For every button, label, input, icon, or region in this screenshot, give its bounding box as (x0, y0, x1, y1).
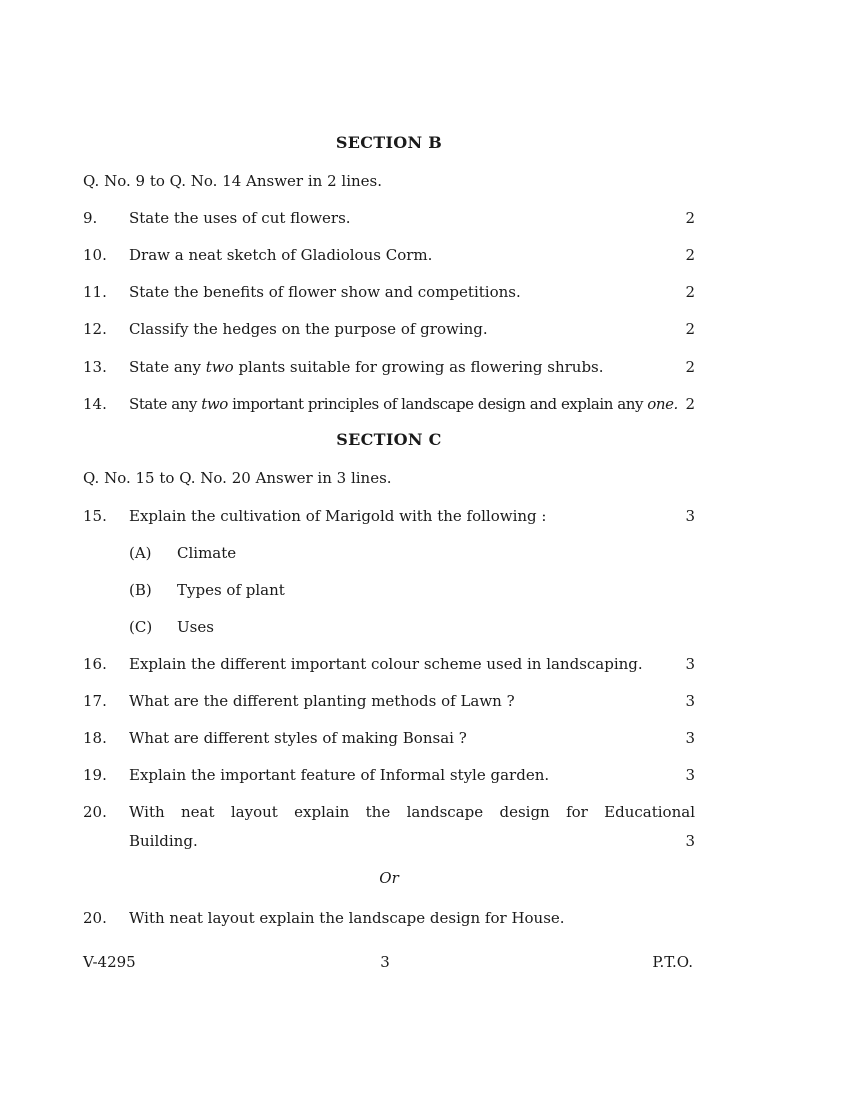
question-text-part: State any (129, 395, 202, 413)
question-number: 17. (83, 692, 107, 710)
question-text: State the uses of cut flowers. (129, 209, 351, 227)
question-text: What are the different planting methods of Lawn ? (129, 692, 515, 710)
question-marks: 3 (685, 832, 695, 850)
sub-question-text: Types of plant (177, 581, 285, 599)
emphasis-text: two (201, 395, 228, 413)
sub-question-label: (A) (129, 544, 152, 562)
question-marks: 2 (685, 320, 695, 338)
question-marks: 3 (685, 507, 695, 525)
question-text: With neat layout explain the landscape design for House. (129, 909, 565, 927)
question-number: 14. (83, 395, 107, 413)
question-text: Explain the cultivation of Marigold with the following : (129, 507, 547, 525)
question-text-part: State any (129, 358, 206, 376)
sub-question-text: Uses (177, 618, 214, 636)
sub-question-label: (C) (129, 618, 153, 636)
question-marks: 3 (685, 692, 695, 710)
question-number: 15. (83, 507, 107, 525)
question-number: 12. (83, 320, 107, 338)
question-number: 13. (83, 358, 107, 376)
section-c-heading: SECTION C (336, 430, 442, 449)
or-divider: Or (379, 869, 399, 887)
section-b-instruction: Q. No. 9 to Q. No. 14 Answer in 2 lines. (83, 172, 383, 190)
question-text: State the benefits of flower show and competitions. (129, 283, 521, 301)
question-text: With neat layout explain the landscape design for Educational (129, 803, 695, 821)
emphasis-text: one. (647, 395, 678, 413)
question-text: Classify the hedges on the purpose of growing. (129, 320, 488, 338)
question-marks: 2 (685, 246, 695, 264)
question-number: 18. (83, 729, 107, 747)
pto-label: P.T.O. (652, 953, 693, 971)
question-marks: 3 (685, 655, 695, 673)
page-number: 3 (380, 953, 390, 971)
question-marks: 3 (685, 766, 695, 784)
sub-question-text: Climate (177, 544, 237, 562)
question-number: 10. (83, 246, 107, 264)
question-number: 20. (83, 803, 107, 821)
question-number: 16. (83, 655, 107, 673)
emphasis-text: two (205, 358, 234, 376)
question-text: What are different styles of making Bonsai ? (129, 729, 467, 747)
question-text-part: important principles of landscape design and explain any (227, 395, 648, 413)
question-text-continued: Building. (129, 832, 198, 850)
sub-question-label: (B) (129, 581, 152, 599)
question-text (129, 395, 678, 413)
question-text: Draw a neat sketch of Gladiolous Corm. (129, 246, 433, 264)
question-text: Explain the different important colour scheme used in landscaping. (129, 655, 643, 673)
question-number: 19. (83, 766, 107, 784)
question-text-part: plants suitable for growing as flowering shrubs. (233, 358, 604, 376)
section-b-heading: SECTION B (335, 133, 443, 152)
section-c-instruction: Q. No. 15 to Q. No. 20 Answer in 3 lines. (83, 469, 392, 487)
question-number: 11. (83, 283, 107, 301)
question-marks: 2 (685, 395, 695, 413)
question-marks: 2 (685, 358, 695, 376)
question-number: 9. (83, 209, 98, 227)
question-text: Explain the important feature of Informal style garden. (129, 766, 550, 784)
question-marks: 3 (685, 729, 695, 747)
paper-code: V-4295 (83, 953, 136, 971)
question-number: 20. (83, 909, 107, 927)
question-marks: 2 (685, 283, 695, 301)
question-marks: 2 (685, 209, 695, 227)
question-text (129, 358, 604, 376)
